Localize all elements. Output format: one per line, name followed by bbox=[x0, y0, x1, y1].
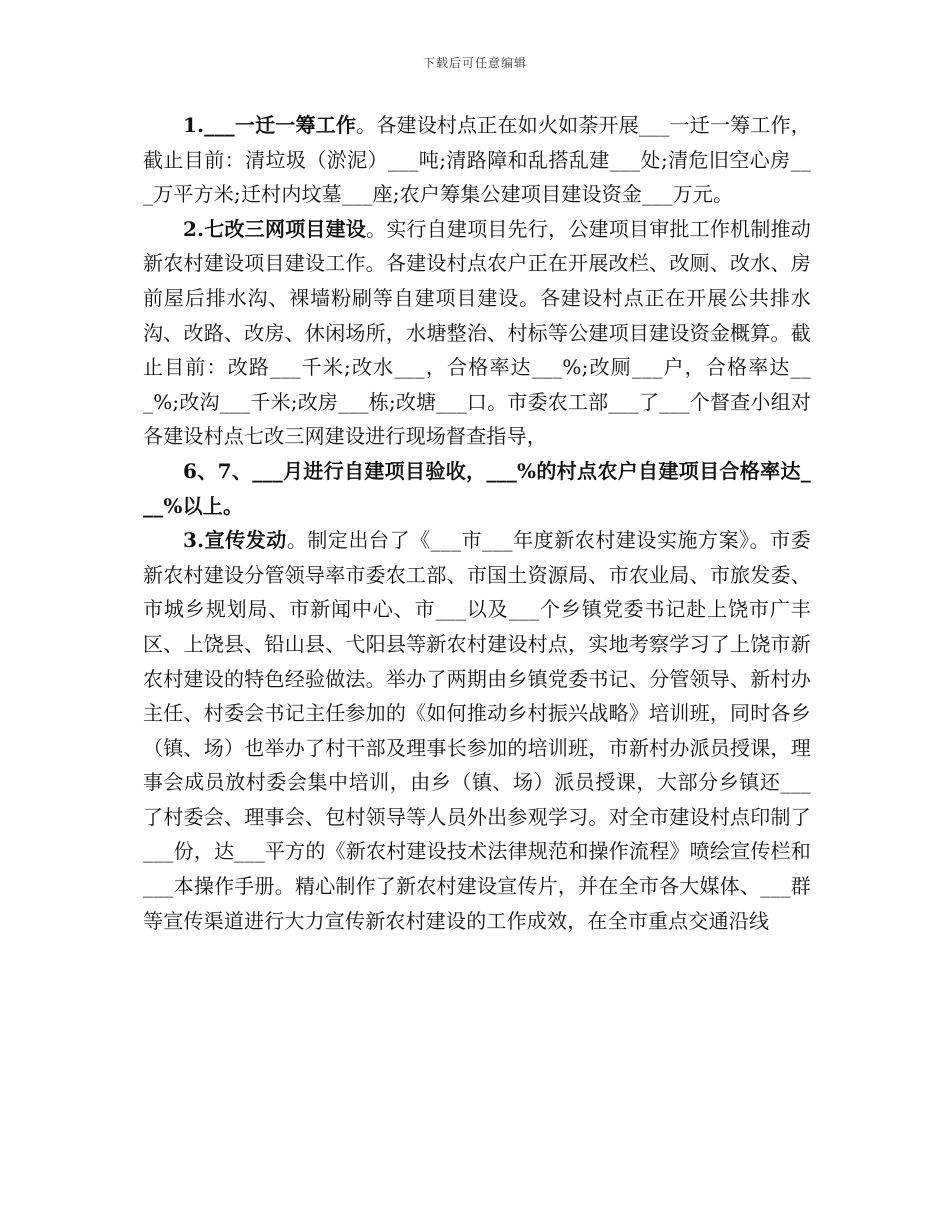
paragraph-text: 。各建设村点正在如火如荼开展___一迁一筹工作，截止目前：清垃圾（淤泥）___吨;清路障和乱搭乱建___处;清危旧空心房___万平方米;迁村内坟墓___座;农户筹集公建项目建设资金___万元。 bbox=[143, 113, 811, 207]
section-heading-publicity: 3.宣传发动 bbox=[183, 528, 287, 553]
paragraph-publicity bbox=[143, 523, 811, 938]
document-body bbox=[143, 108, 811, 938]
paragraph-text: 。实行自建项目先行，公建项目审批工作机制推动新农村建设项目建设工作。各建设村点农户正在开展改栏、改厕、改水、房前屋后排水沟、裸墙粉刷等自建项目建设。各建设村点正在开展公共排水沟、改路、改房、休闲场所，水塘整治、村标等公建项目建设资金概算。截止目前：改路___千米;改水___，合格率达___%;改厕___户，合格率达___%;改沟___千米;改房___栋;改塘___口。市委农工部___了___个督查小组对各建设村点七改三网建设进行现场督查指导， bbox=[143, 216, 811, 449]
paragraph-text: 。制定出台了《___市___年度新农村建设实施方案》。市委新农村建设分管领导率市委农工部、市国土资源局、市农业局、市旅发委、市城乡规划局、市新闻中心、市___以及___个乡镇党委书记赴上饶市广丰区、上饶县、铅山县、弋阳县等新农村建设村点，实地考察学习了上饶市新农村建设的特色经验做法。举办了两期由乡镇党委书记、分管领导、新村办主任、村委会书记主任参加的《如何推动乡村振兴战略》培训班，同时各乡（镇、场）也举办了村干部及理事长参加的培训班，市新村办派员授课，理事会成员放村委会集中培训，由乡（镇、场）派员授课，大部分乡镇还___了村委会、理事会、包村领导等人员外出参观学习。对全市建设村点印制了___份，达___平方的《新农村建设技术法律规范和操作流程》喷绘宣传栏和___本操作手册。精心制作了新农村建设宣传片，并在全市各大媒体、___群等宣传渠道进行大力宣传新农村建设的工作成效，在全市重点交通沿线 bbox=[143, 528, 811, 933]
paragraph-acceptance bbox=[143, 454, 811, 523]
paragraph-relocation-work bbox=[143, 108, 811, 212]
section-heading-relocation: 1.___一迁一筹工作 bbox=[183, 113, 357, 137]
paragraph-seven-three-network bbox=[143, 212, 811, 454]
paragraph-text: 6、7、___月进行自建项目验收，___%的村点农户自建项目合格率达___%以上。 bbox=[143, 458, 811, 518]
page-header: 下载后可任意编辑 bbox=[422, 56, 527, 70]
section-heading-seven-three-network: 2.七改三网项目建设 bbox=[183, 216, 367, 241]
